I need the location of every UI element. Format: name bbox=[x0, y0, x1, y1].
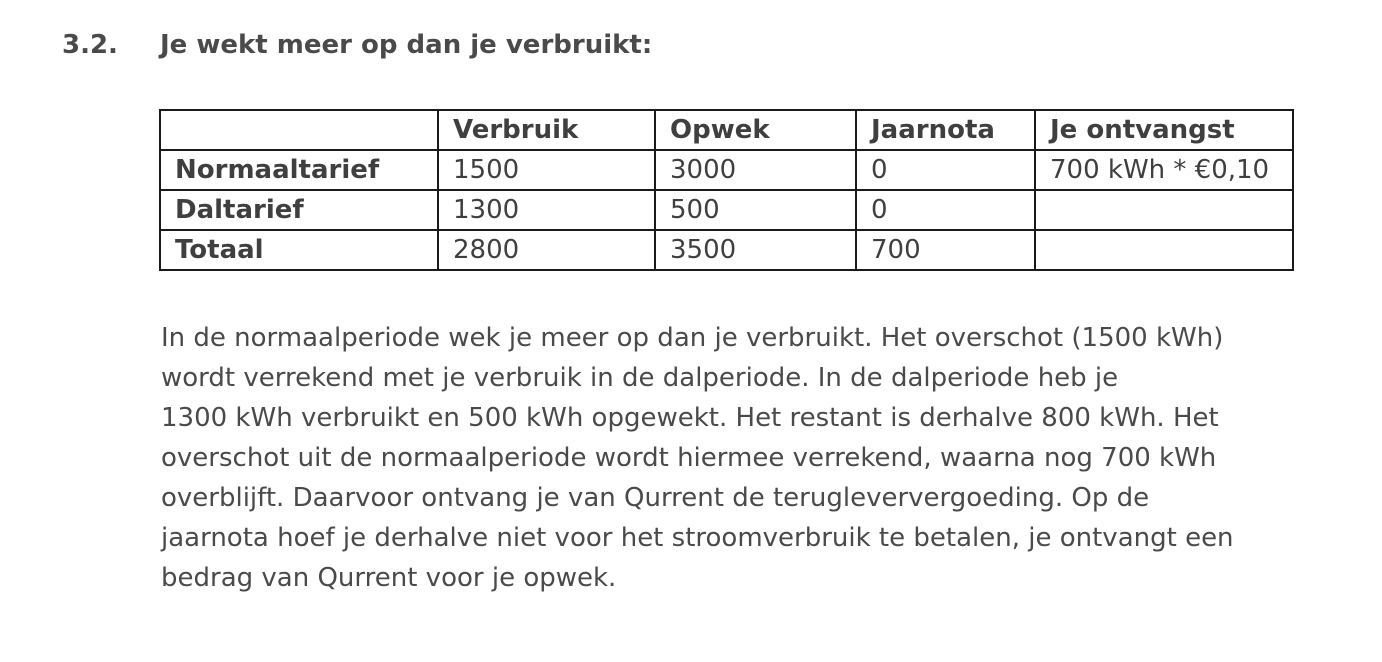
table-cell: 0 bbox=[856, 190, 1035, 230]
row-label: Daltarief bbox=[160, 190, 438, 230]
header-cell-jaarnota: Jaarnota bbox=[856, 110, 1035, 150]
section-heading bbox=[62, 30, 652, 60]
section-number: 3.2. bbox=[62, 30, 118, 60]
table-cell: 0 bbox=[856, 150, 1035, 190]
table-cell: 3000 bbox=[655, 150, 856, 190]
paragraph-line: overschot uit de normaalperiode wordt hiermee verrekend, waarna nog 700 kWh bbox=[161, 443, 1217, 473]
paragraph-line: jaarnota hoef je derhalve niet voor het stroomverbruik te betalen, je ontvangt een bbox=[161, 523, 1234, 553]
table-cell: 2800 bbox=[438, 230, 655, 270]
energy-table bbox=[159, 109, 1294, 271]
table-cell: 500 bbox=[655, 190, 856, 230]
header-cell-verbruik: Verbruik bbox=[438, 110, 655, 150]
paragraph-line: overblijft. Daarvoor ontvang je van Qurrent de terugleververgoeding. Op de bbox=[161, 483, 1150, 513]
table-cell: 700 kWh * €0,10 bbox=[1035, 150, 1293, 190]
row-label: Totaal bbox=[160, 230, 438, 270]
row-label: Normaaltarief bbox=[160, 150, 438, 190]
section-title: Je wekt meer op dan je verbruikt: bbox=[160, 30, 653, 60]
header-cell-opwek: Opwek bbox=[655, 110, 856, 150]
paragraph-line: 1300 kWh verbruikt en 500 kWh opgewekt. Het restant is derhalve 800 kWh. Het bbox=[161, 403, 1219, 433]
table-cell: 1300 bbox=[438, 190, 655, 230]
table-row bbox=[160, 230, 1293, 270]
paragraph-line: bedrag van Qurrent voor je opwek. bbox=[161, 563, 617, 593]
paragraph-line: In de normaalperiode wek je meer op dan je verbruikt. Het overschot (1500 kWh) bbox=[161, 323, 1224, 353]
table-row bbox=[160, 150, 1293, 190]
table-cell: 700 bbox=[856, 230, 1035, 270]
table-cell: 1500 bbox=[438, 150, 655, 190]
table-header-row bbox=[160, 110, 1293, 150]
header-cell-empty bbox=[160, 110, 438, 150]
table-cell: 3500 bbox=[655, 230, 856, 270]
table-cell bbox=[1035, 230, 1293, 270]
explanation-paragraph bbox=[161, 318, 1291, 598]
table-cell bbox=[1035, 190, 1293, 230]
paragraph-line: wordt verrekend met je verbruik in de dalperiode. In de dalperiode heb je bbox=[161, 363, 1119, 393]
header-cell-je-ontvangst: Je ontvangst bbox=[1035, 110, 1293, 150]
table-row bbox=[160, 190, 1293, 230]
